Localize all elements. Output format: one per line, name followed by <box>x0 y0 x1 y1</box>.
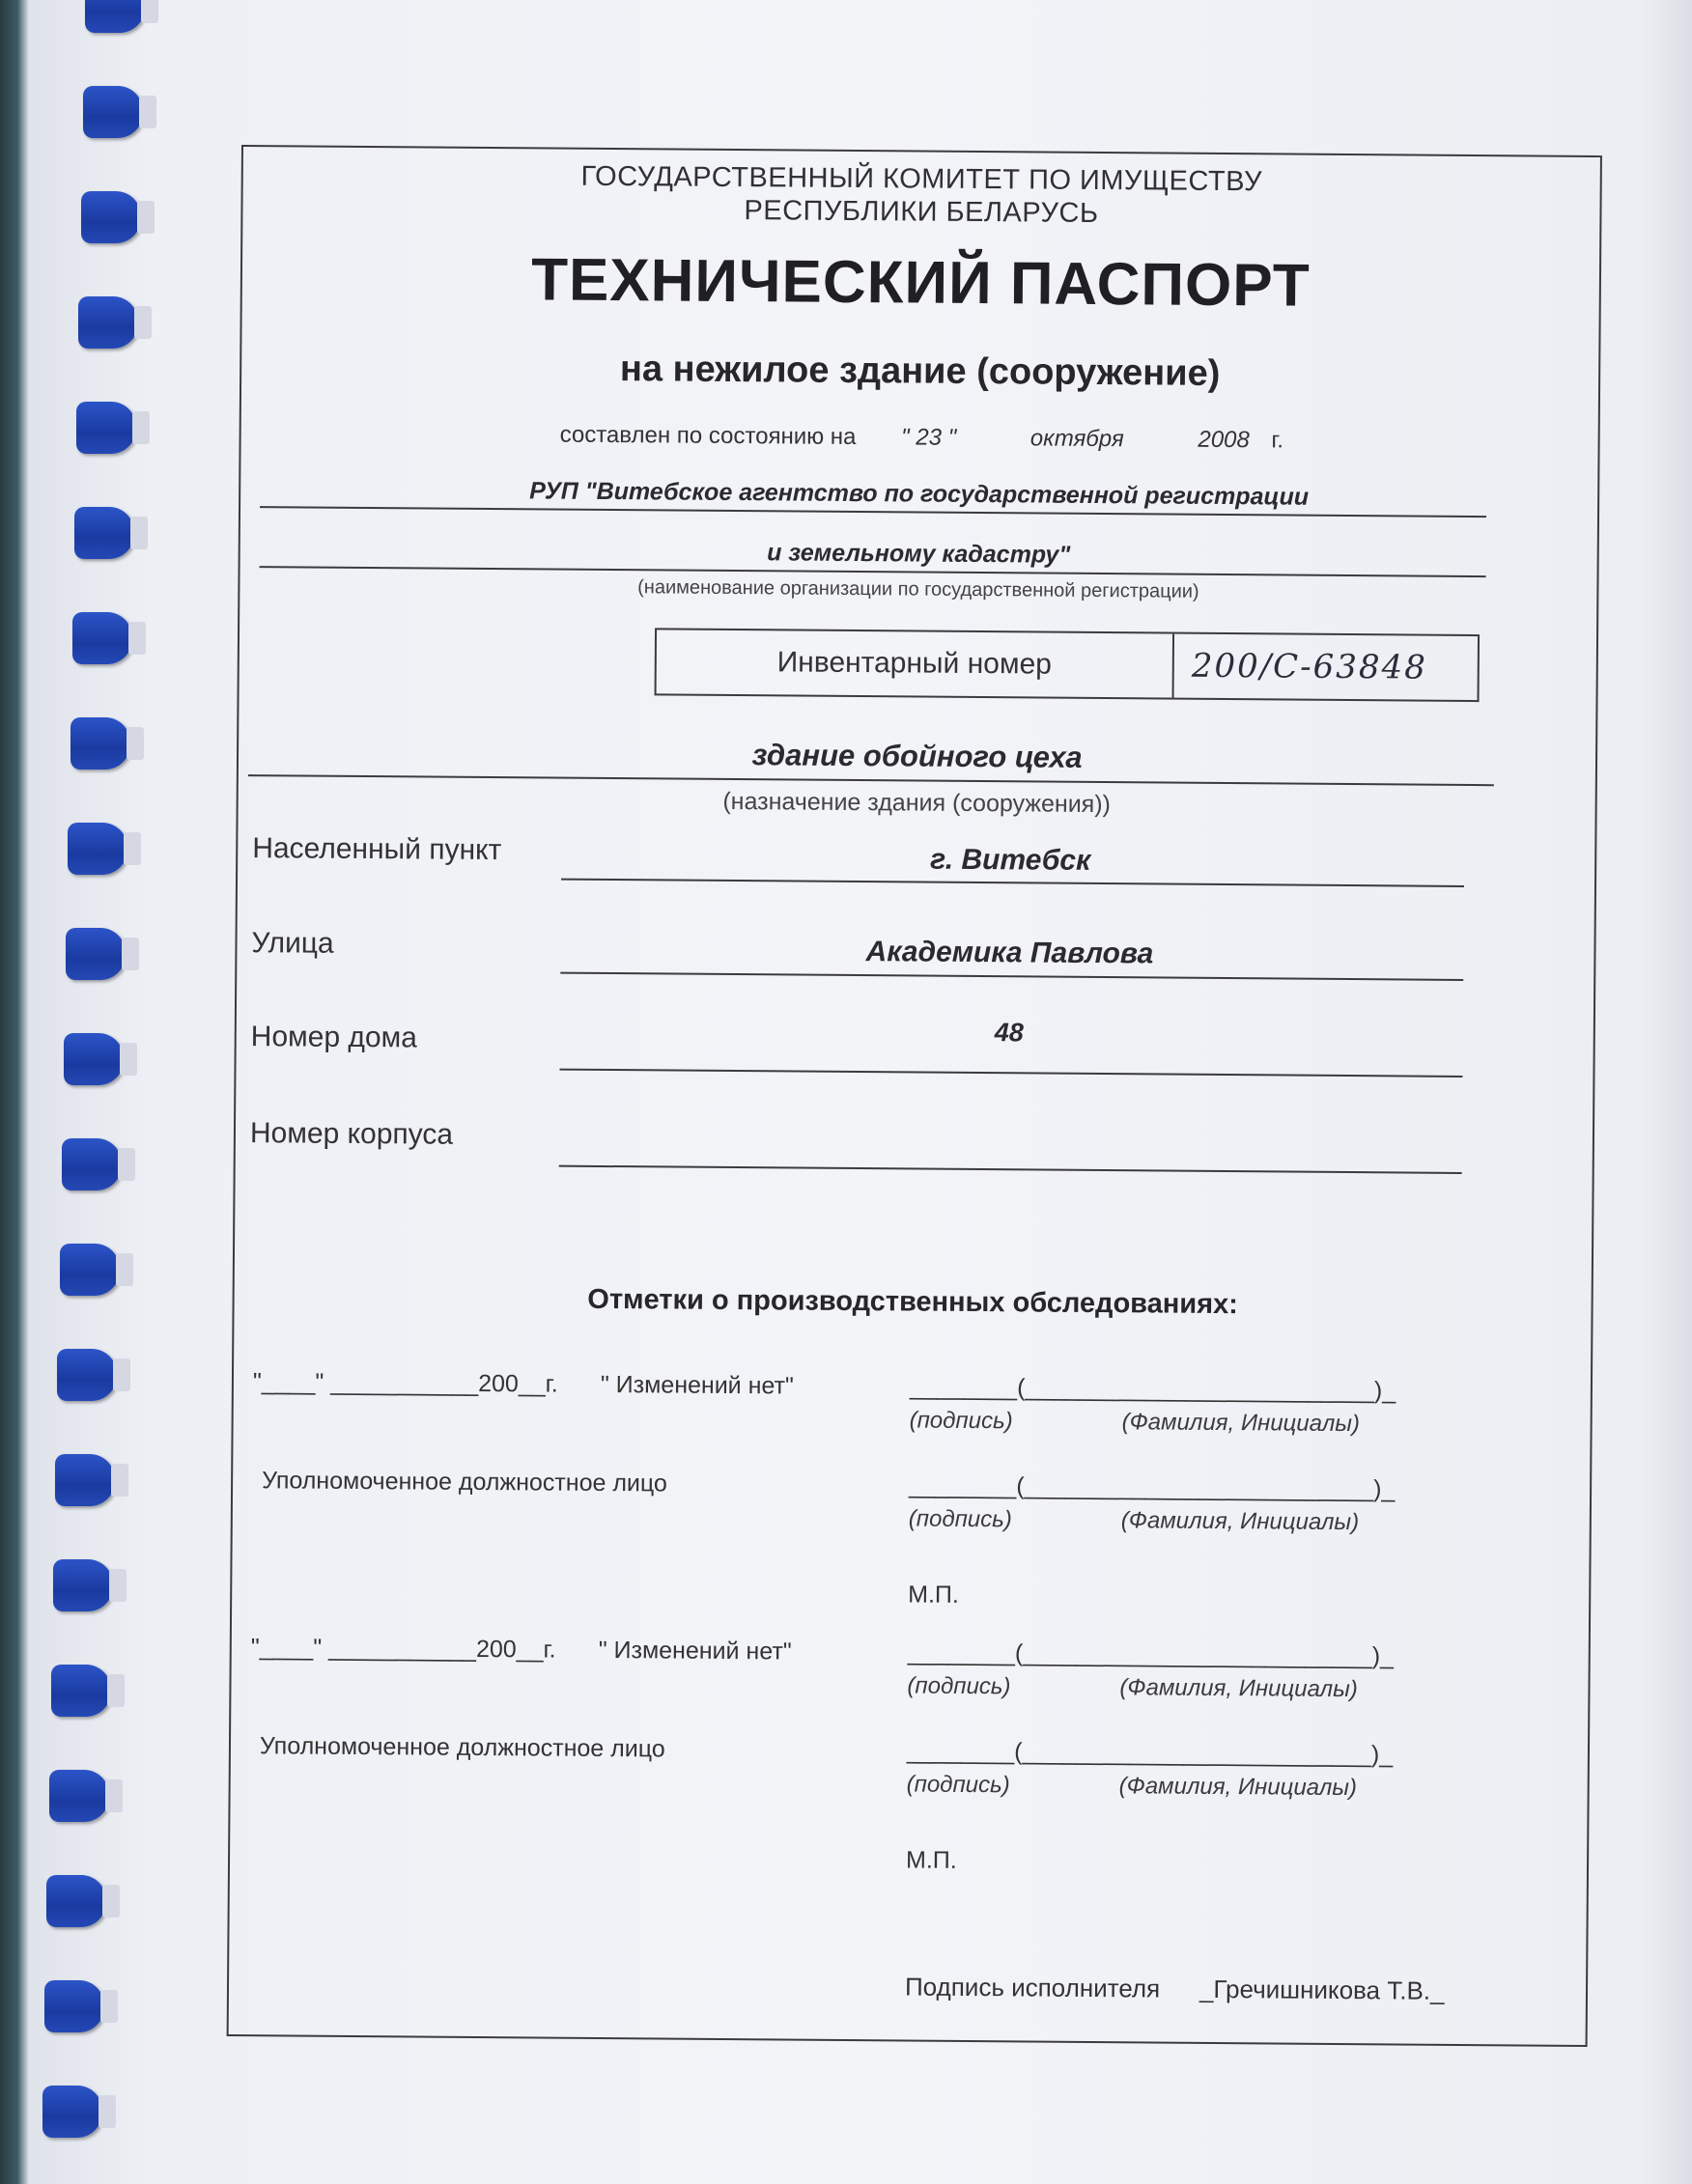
binding-ring <box>66 928 126 980</box>
org-line-1: ГОСУДАРСТВЕННЫЙ КОМИТЕТ ПО ИМУЩЕСТВУ <box>580 160 1263 198</box>
as-of-line <box>560 422 1284 455</box>
binding-ring <box>64 1033 124 1085</box>
binding-ring <box>72 612 132 664</box>
registrar-line-2: и земельному кадастру" <box>767 539 1071 569</box>
inspection-2-name-caption-a: (Фамилия, Инициалы) <box>1119 1674 1358 1703</box>
binding-ring <box>85 0 145 33</box>
binding-ring <box>57 1349 117 1401</box>
street-underline <box>560 972 1463 981</box>
as-of-month: октября <box>1029 425 1124 453</box>
settlement-underline <box>561 879 1464 887</box>
document-title: ТЕХНИЧЕСКИЙ ПАСПОРТ <box>530 246 1311 320</box>
inspection-2-stamp: М.П. <box>905 1846 957 1874</box>
executor-name: _Гречишникова Т.В._ <box>1198 1974 1445 2005</box>
binding-ring <box>60 1244 120 1296</box>
binding-ring <box>81 191 141 243</box>
binding-ring <box>78 296 138 349</box>
binding-ring <box>44 1980 104 2032</box>
building-number-underline <box>559 1165 1462 1174</box>
inspection-1-sig-caption-a: (подпись) <box>909 1407 1013 1435</box>
street-value: Академика Павлова <box>865 936 1154 970</box>
binding-ring <box>62 1138 122 1190</box>
inspection-2-status: " Изменений нет" <box>598 1636 792 1666</box>
inspection-1-name-caption-b: (Фамилия, Инициалы) <box>1120 1507 1360 1536</box>
binding-ring <box>74 507 134 559</box>
inspection-1-stamp: М.П. <box>908 1581 960 1609</box>
binding-ring <box>53 1559 113 1611</box>
inspection-2-sig-caption-b: (подпись) <box>906 1771 1010 1799</box>
binding-ring <box>76 402 136 454</box>
inspection-2-official: Уполномоченное должностное лицо <box>259 1732 665 1763</box>
binding-ring <box>46 1875 106 1927</box>
purpose-caption: (назначение здания (сооружения)) <box>722 787 1112 819</box>
inspection-1-name-caption-a: (Фамилия, Инициалы) <box>1121 1409 1361 1438</box>
settlement-label: Населенный пункт <box>252 832 502 867</box>
registrar-caption: (наименование организации по государственной регистрации) <box>637 576 1199 602</box>
inspection-2-date: "____" ___________200__г. <box>250 1634 556 1664</box>
org-line-2: РЕСПУБЛИКИ БЕЛАРУСЬ <box>744 195 1099 229</box>
inspection-1-official: Уполномоченное должностное лицо <box>262 1467 667 1498</box>
spiral-binding <box>0 0 145 2184</box>
binding-ring <box>51 1665 111 1717</box>
building-number-label: Номер корпуса <box>249 1117 454 1151</box>
inventory-number: 200/C-63848 <box>1191 646 1427 687</box>
inventory-label: Инвентарный номер <box>657 630 1175 697</box>
as-of-label: составлен по состоянию на <box>559 421 857 451</box>
street-label: Улица <box>251 927 334 960</box>
inspection-1-sig-line-a: ________(__________________________)_ <box>909 1373 1396 1405</box>
document-subtitle: на нежилое здание (сооружение) <box>619 349 1221 394</box>
inspection-1-sig-line-b: ________(__________________________)_ <box>909 1471 1396 1503</box>
binding-ring <box>42 2086 102 2138</box>
inspection-1-status: " Изменений нет" <box>600 1370 794 1400</box>
settlement-value: г. Витебск <box>930 843 1091 877</box>
as-of-year-suffix: г. <box>1271 427 1284 454</box>
inspection-2-sig-line-a: ________(__________________________)_ <box>907 1638 1395 1670</box>
binding-ring <box>49 1770 109 1822</box>
building-purpose: здание обойного цеха <box>751 738 1083 774</box>
inventory-box <box>655 628 1480 702</box>
building-number-value <box>559 1120 1457 1127</box>
registrar-line-1: РУП "Витебское агентство по государственной регистрации <box>529 477 1310 511</box>
binding-ring <box>83 86 143 138</box>
inspection-2-sig-caption-a: (подпись) <box>907 1672 1011 1700</box>
house-underline <box>559 1069 1462 1078</box>
executor-label: Подпись исполнителя <box>904 1972 1161 2003</box>
as-of-year: 2008 <box>1198 426 1250 454</box>
inspection-2-sig-line-b: ________(__________________________)_ <box>906 1737 1394 1769</box>
inspection-2-name-caption-b: (Фамилия, Инициалы) <box>1118 1773 1358 1802</box>
binding-ring <box>68 823 127 875</box>
house-value: 48 <box>994 1018 1024 1048</box>
binding-ring <box>70 717 130 770</box>
inspection-1-sig-caption-b: (подпись) <box>908 1505 1012 1533</box>
binding-ring <box>55 1454 115 1506</box>
inspection-1-date: "____" ___________200__г. <box>252 1368 558 1398</box>
document-frame <box>227 145 1602 2047</box>
as-of-day: " 23 " <box>901 424 957 451</box>
inspections-title: Отметки о производственных обследованиях: <box>587 1283 1238 1321</box>
house-label: Номер дома <box>250 1021 418 1054</box>
